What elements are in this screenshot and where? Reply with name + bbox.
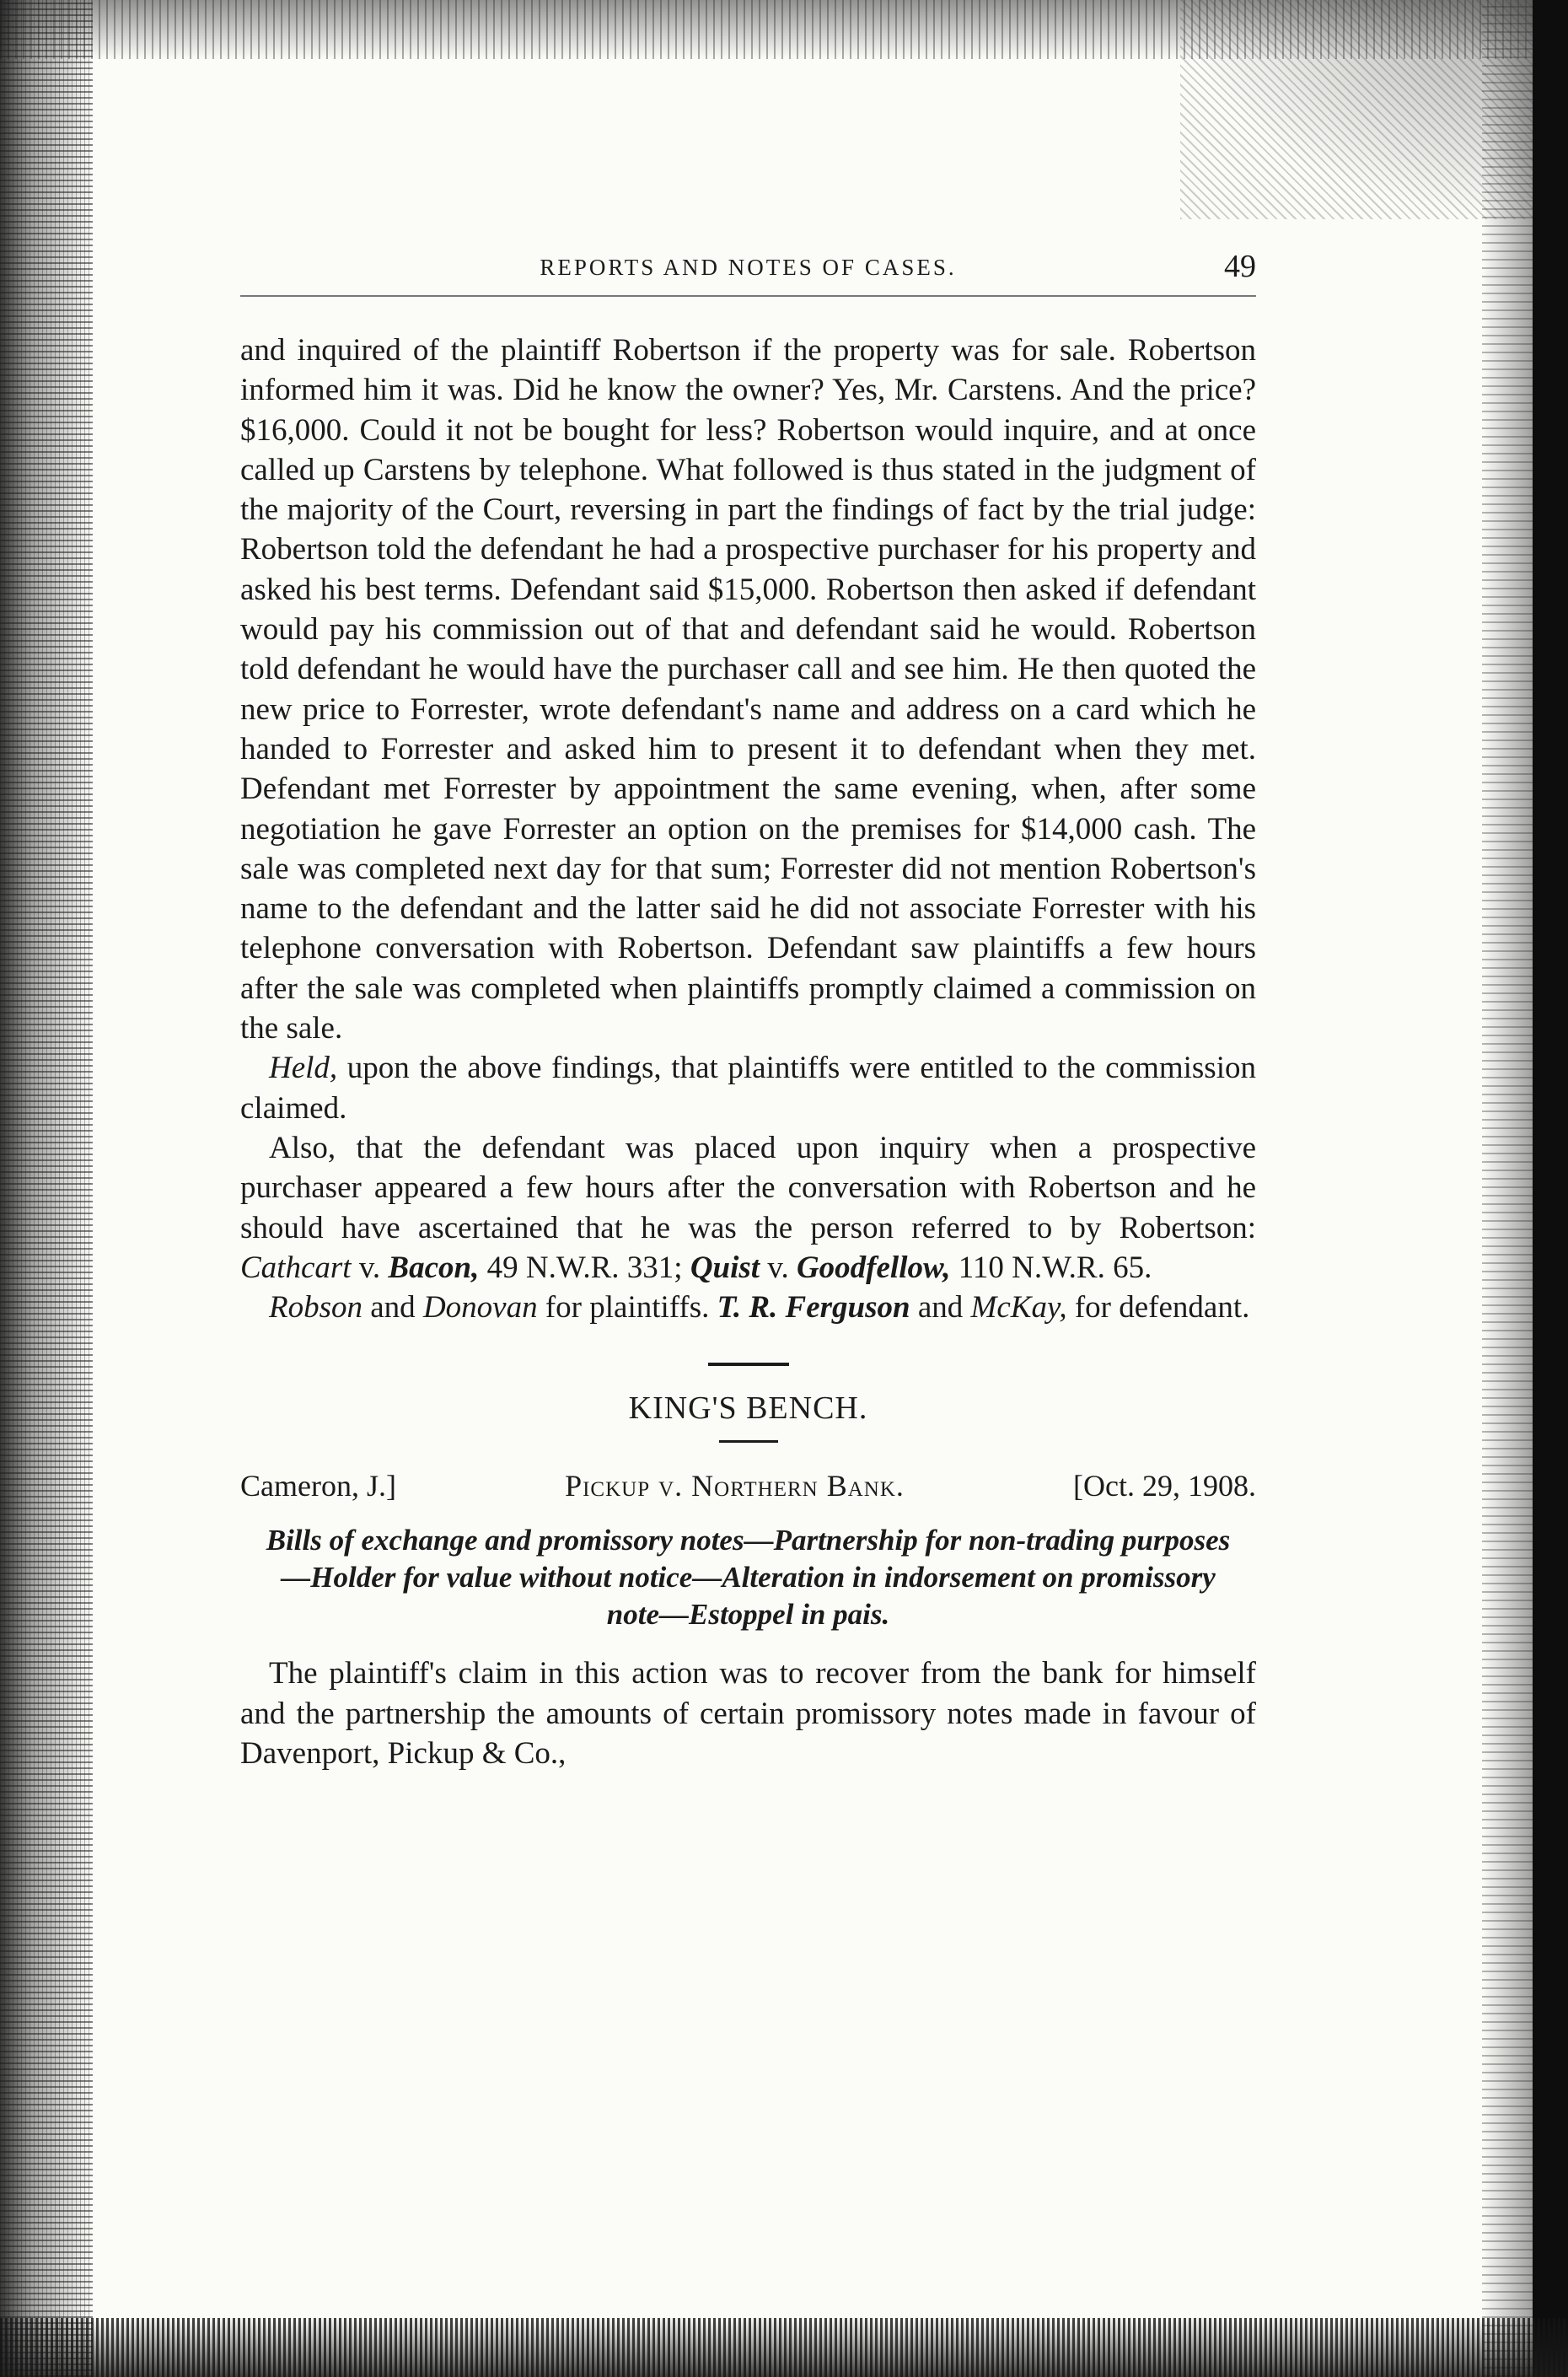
paragraph-facts: and inquired of the plaintiff Robertson if the property was for sale. Robertson informed him it was. Did he know the owner? Yes, Mr. Carstens. And the price? $16,000. Could it not be bought for less? Robertson would inquire, and at once called up Carstens by telephone. What followed is thus stated in the judgment of the majority of the Court, reversing in part the findings of fact by the trial judge: Robertson told the defendant he had a prospective purchaser for his property and asked his best terms. Defendant said $15,000. Robertson then asked if defendant would pay his commission out of that and defendant said he would. Robertson told defendant he would have the purchaser call and see him. He then quoted the new price to Forrester, wrote defendant's name and address on a card which he handed to Forrester and asked him to present it to defendant when they met. Defendant met Forrester by appointment the same evening, when, after some negotiation he gave Forrester an option on the premises for $14,000 cash. The sale was completed next day for that sum; Forrester did not mention Robertson's name to the defendant and the latter said he did not associate Forrester with his telephone conversation with Robertson. Defendant saw plaintiffs a few hours after the sale was completed when plaintiffs promptly claimed a commission on the sale. — [240, 333, 1256, 1046]
running-head — [240, 245, 1256, 297]
counsel-donovan: Donovan — [422, 1290, 538, 1326]
citation-2-reporter: 110 N.W.R. 65. — [950, 1250, 1152, 1285]
page-content — [240, 245, 1256, 1773]
case-caption — [240, 1468, 1256, 1503]
section-divider-rule — [708, 1363, 789, 1366]
counsel-and-2: and — [910, 1290, 971, 1326]
counsel-mckay: McKay, — [970, 1290, 1067, 1326]
counsel-robson: Robson — [269, 1290, 362, 1326]
paragraph-also — [240, 1128, 1256, 1288]
case-date: [Oct. 29, 1908. — [1073, 1469, 1256, 1503]
case-name: Pickup v. Northern Bank. — [565, 1469, 905, 1503]
paragraph-counsel — [240, 1288, 1256, 1327]
citation-2-party-a: Quist — [690, 1250, 760, 1285]
paragraph-held — [240, 1048, 1256, 1128]
scan-noise-bottom — [0, 2318, 1568, 2377]
page-number: 49 — [1224, 249, 1256, 284]
scan-noise-left — [0, 0, 93, 2377]
case-headnote: Bills of exchange and promissory notes—Partnership for non-trading purposes—Holder for value without notice—Alteration in indorsement on promissory note—Estoppel in pais. — [266, 1524, 1231, 1632]
citation-2-party-b: Goodfellow, — [796, 1250, 951, 1285]
section-heading-underline — [719, 1440, 778, 1443]
case-judge: Cameron, J.] — [240, 1469, 396, 1503]
paragraph-claim: The plaintiff's claim in this action was to recover from the bank for himself and the partnership the amounts of certain promissory notes made in favour of Davenport, Pickup & Co., — [240, 1656, 1256, 1772]
counsel-ferguson: T. R. Ferguson — [717, 1290, 910, 1326]
scan-noise-top-right — [1180, 0, 1534, 219]
also-text: Also, that the defendant was placed upon inquiry when a prospective purchaser appeared a few hours after the conversation with Robertson and he should have ascertained that he was the person referred to by Robertson: — [240, 1130, 1256, 1245]
citation-1-party-a: Cathcart — [240, 1250, 352, 1285]
citation-1-party-b: Bacon, — [388, 1250, 480, 1285]
held-text: upon the above findings, that plaintiffs were entitled to the commission claimed. — [240, 1051, 1256, 1126]
held-word: Held, — [269, 1051, 338, 1086]
counsel-for-defendant: for defendant. — [1066, 1290, 1250, 1326]
citation-1-versus: v. — [351, 1250, 389, 1285]
section-heading: KING'S BENCH. — [628, 1390, 868, 1427]
scan-noise-right — [1482, 0, 1533, 2377]
case-opening — [240, 1654, 1256, 1773]
citation-1-reporter: 49 N.W.R. 331; — [479, 1250, 690, 1285]
scan-border-right — [1533, 0, 1568, 2377]
running-title: REPORTS AND NOTES OF CASES. — [540, 255, 957, 280]
counsel-and-1: and — [362, 1290, 423, 1326]
citation-2-versus: v. — [760, 1250, 797, 1285]
counsel-for-plaintiffs: for plaintiffs. — [537, 1290, 717, 1326]
report-body — [240, 331, 1256, 1327]
